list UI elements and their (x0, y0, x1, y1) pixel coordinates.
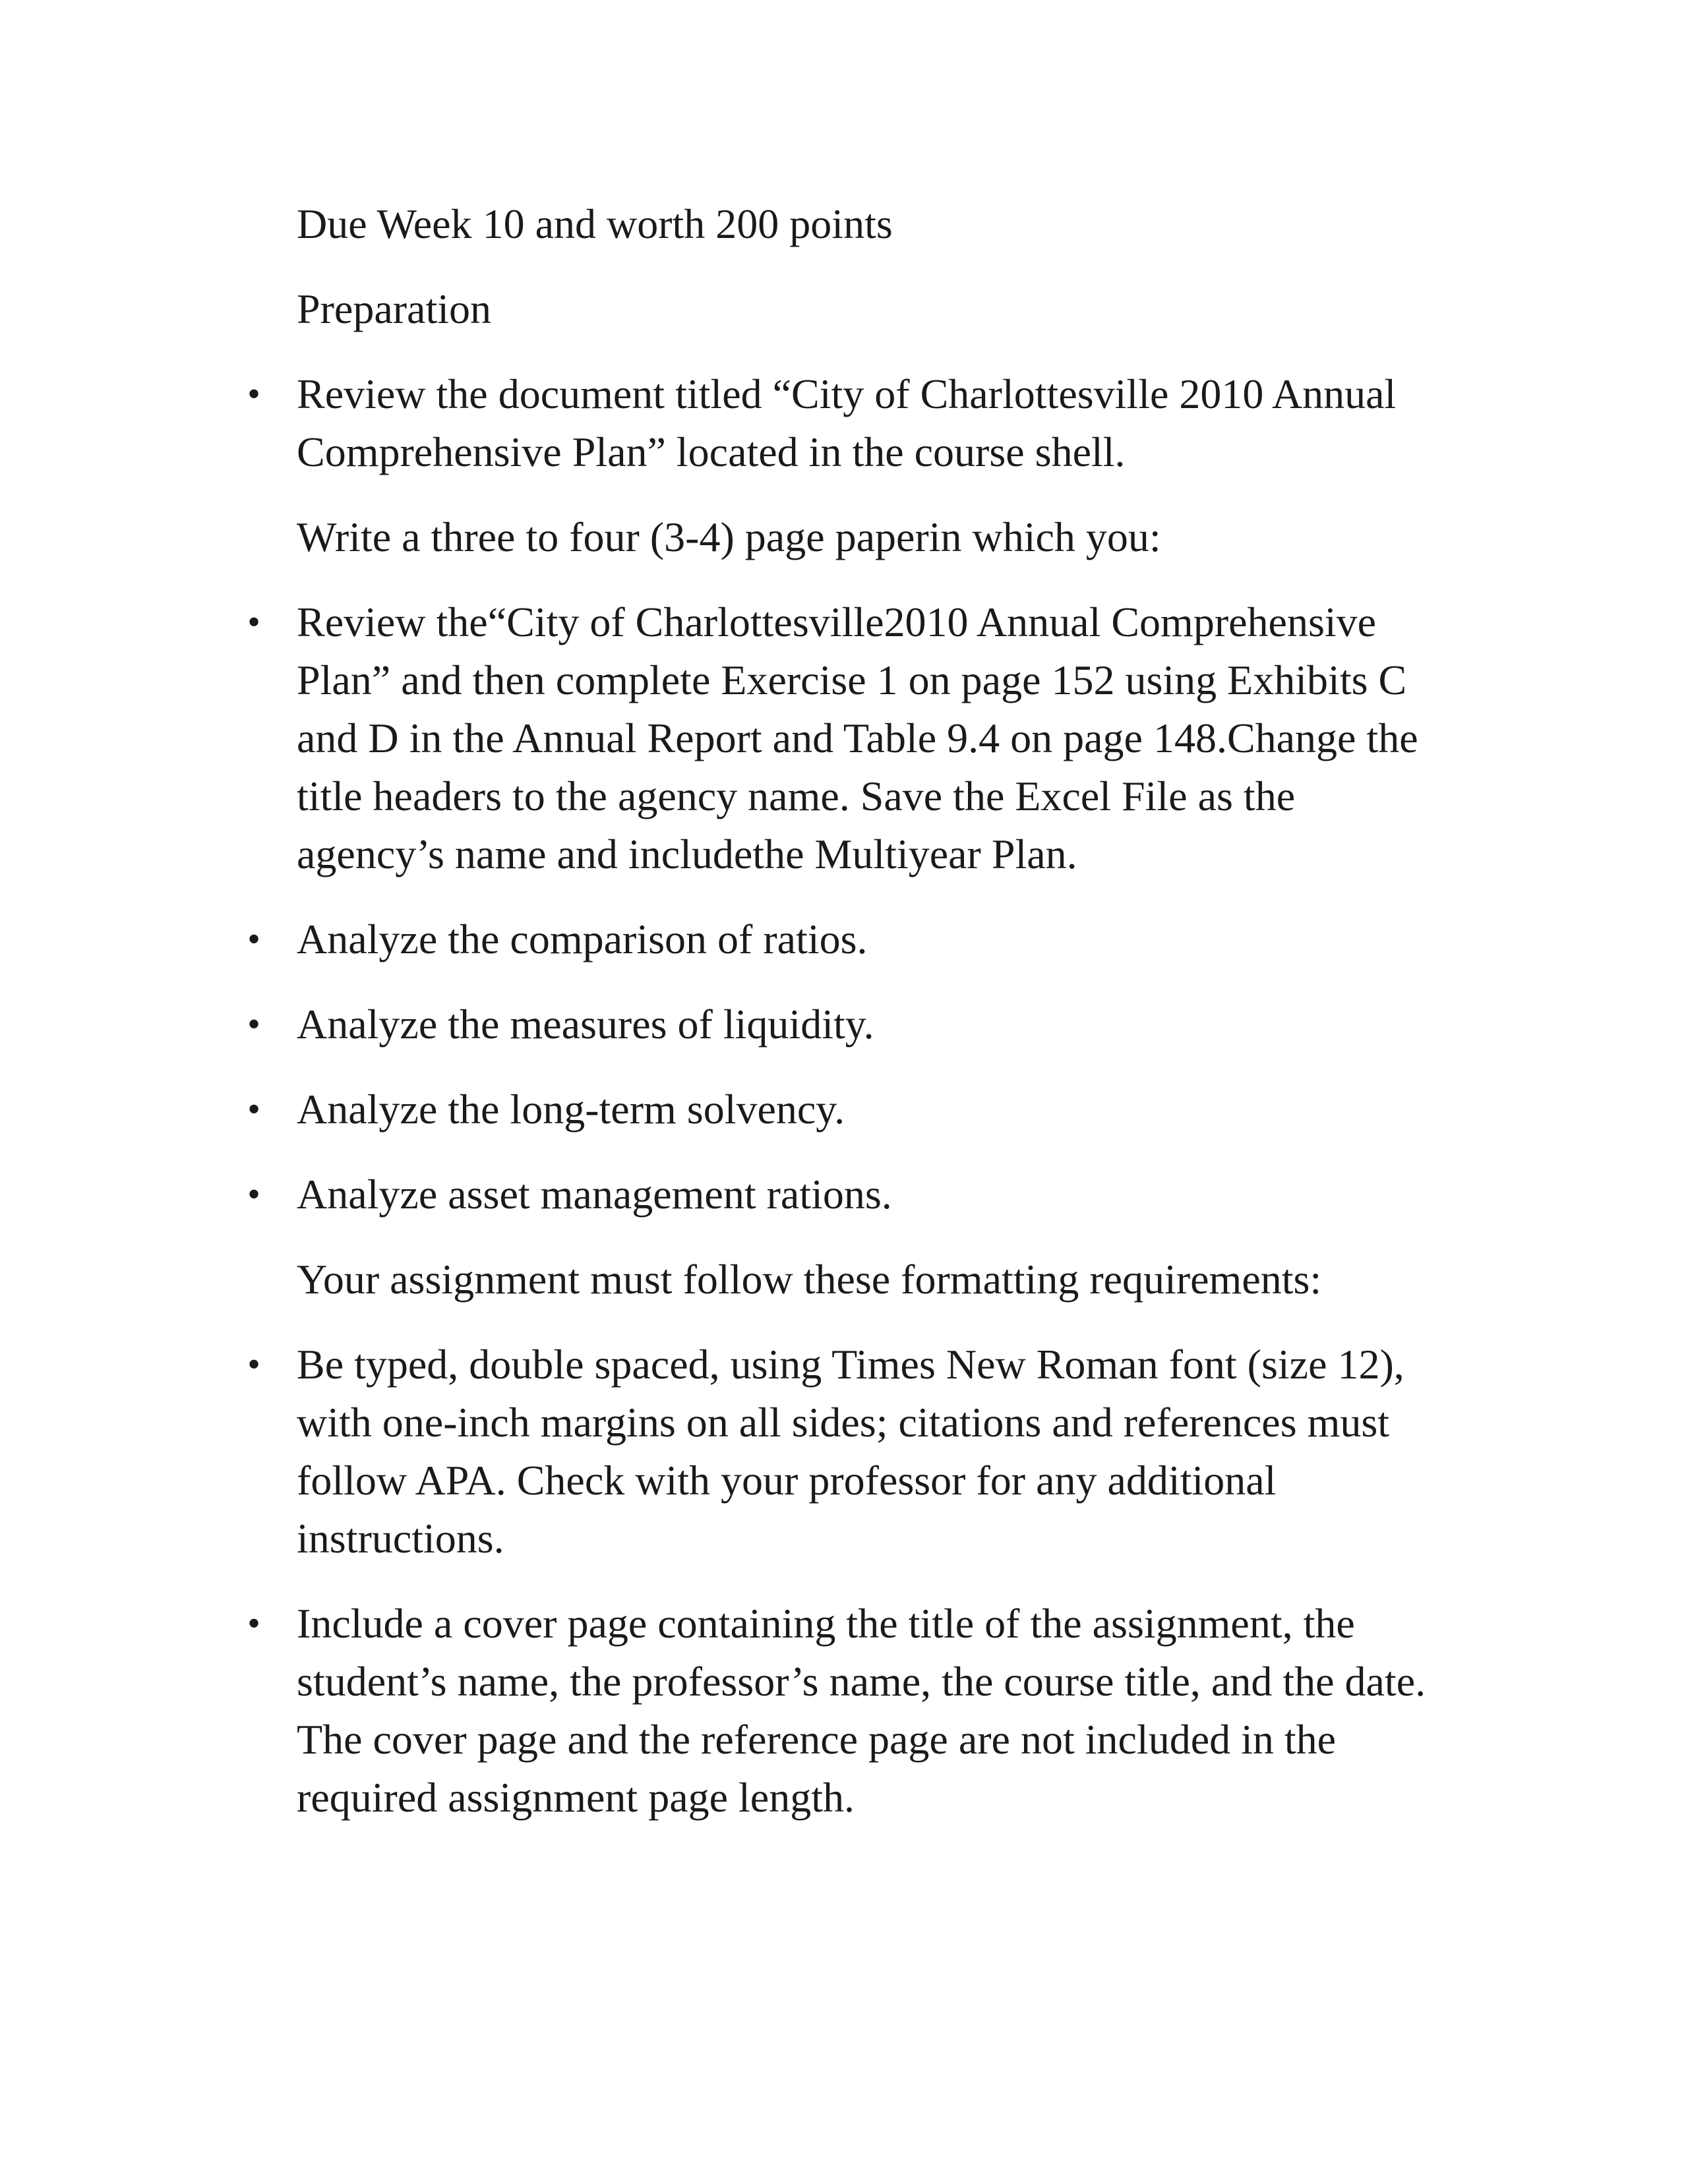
text-line: Analyze the measures of liquidity. (297, 1001, 874, 1048)
text-line: title headers to the agency name. Save the Excel File as the (297, 773, 1296, 819)
formatting-item (247, 1595, 1484, 1827)
task-item (247, 910, 1484, 968)
write-instruction: Write a three to four (3-4) page paperin which you: (297, 514, 1161, 560)
text-line: Review the“City of Charlottesville2010 Annual Comprehensive (297, 599, 1377, 645)
text-line: student’s name, the professor’s name, the course title, and the date. (297, 1658, 1426, 1705)
formatting-heading: Your assignment must follow these formatting requirements: (297, 1256, 1322, 1303)
text-line: Plan” and then complete Exercise 1 on page 152 using Exhibits C (297, 657, 1407, 703)
bullet-icon: • (247, 1603, 260, 1644)
text-line: Comprehensive Plan” located in the course shell. (297, 428, 1126, 475)
text-line: instructions. (297, 1515, 504, 1562)
text-line: Be typed, double spaced, using Times New Roman font (size 12), (297, 1341, 1404, 1388)
task-item (247, 593, 1484, 883)
task-item (247, 1080, 1484, 1138)
bullet-icon: • (247, 374, 260, 415)
text-line: Review the document titled “City of Charlottesville 2010 Annual (297, 370, 1397, 417)
text-line: required assignment page length. (297, 1774, 855, 1821)
bullet-icon: • (247, 919, 260, 960)
text-line: and D in the Annual Report and Table 9.4 on page 148.Change the (297, 715, 1418, 761)
text-line: The cover page and the reference page are not included in the (297, 1716, 1337, 1763)
text-line: Analyze the comparison of ratios. (297, 916, 868, 962)
text-line: agency’s name and includethe Multiyear Plan. (297, 831, 1077, 877)
task-item (247, 995, 1484, 1053)
text-line: Include a cover page containing the title of the assignment, the (297, 1600, 1355, 1647)
preparation-item (247, 365, 1484, 481)
preparation-heading: Preparation (297, 285, 491, 332)
bullet-icon: • (247, 1089, 260, 1130)
bullet-icon: • (247, 1004, 260, 1045)
task-item (247, 1166, 1484, 1224)
text-line: Analyze the long-term solvency. (297, 1086, 845, 1133)
formatting-item (247, 1336, 1484, 1568)
bullet-icon: • (247, 602, 260, 643)
bullet-icon: • (247, 1174, 260, 1215)
due-line: Due Week 10 and worth 200 points (297, 200, 893, 247)
bullet-icon: • (247, 1344, 260, 1385)
document-body (247, 195, 1484, 1854)
text-line: follow APA. Check with your professor for any additional (297, 1457, 1277, 1504)
text-line: Analyze asset management rations. (297, 1171, 892, 1218)
text-line: with one-inch margins on all sides; citations and references must (297, 1399, 1390, 1446)
